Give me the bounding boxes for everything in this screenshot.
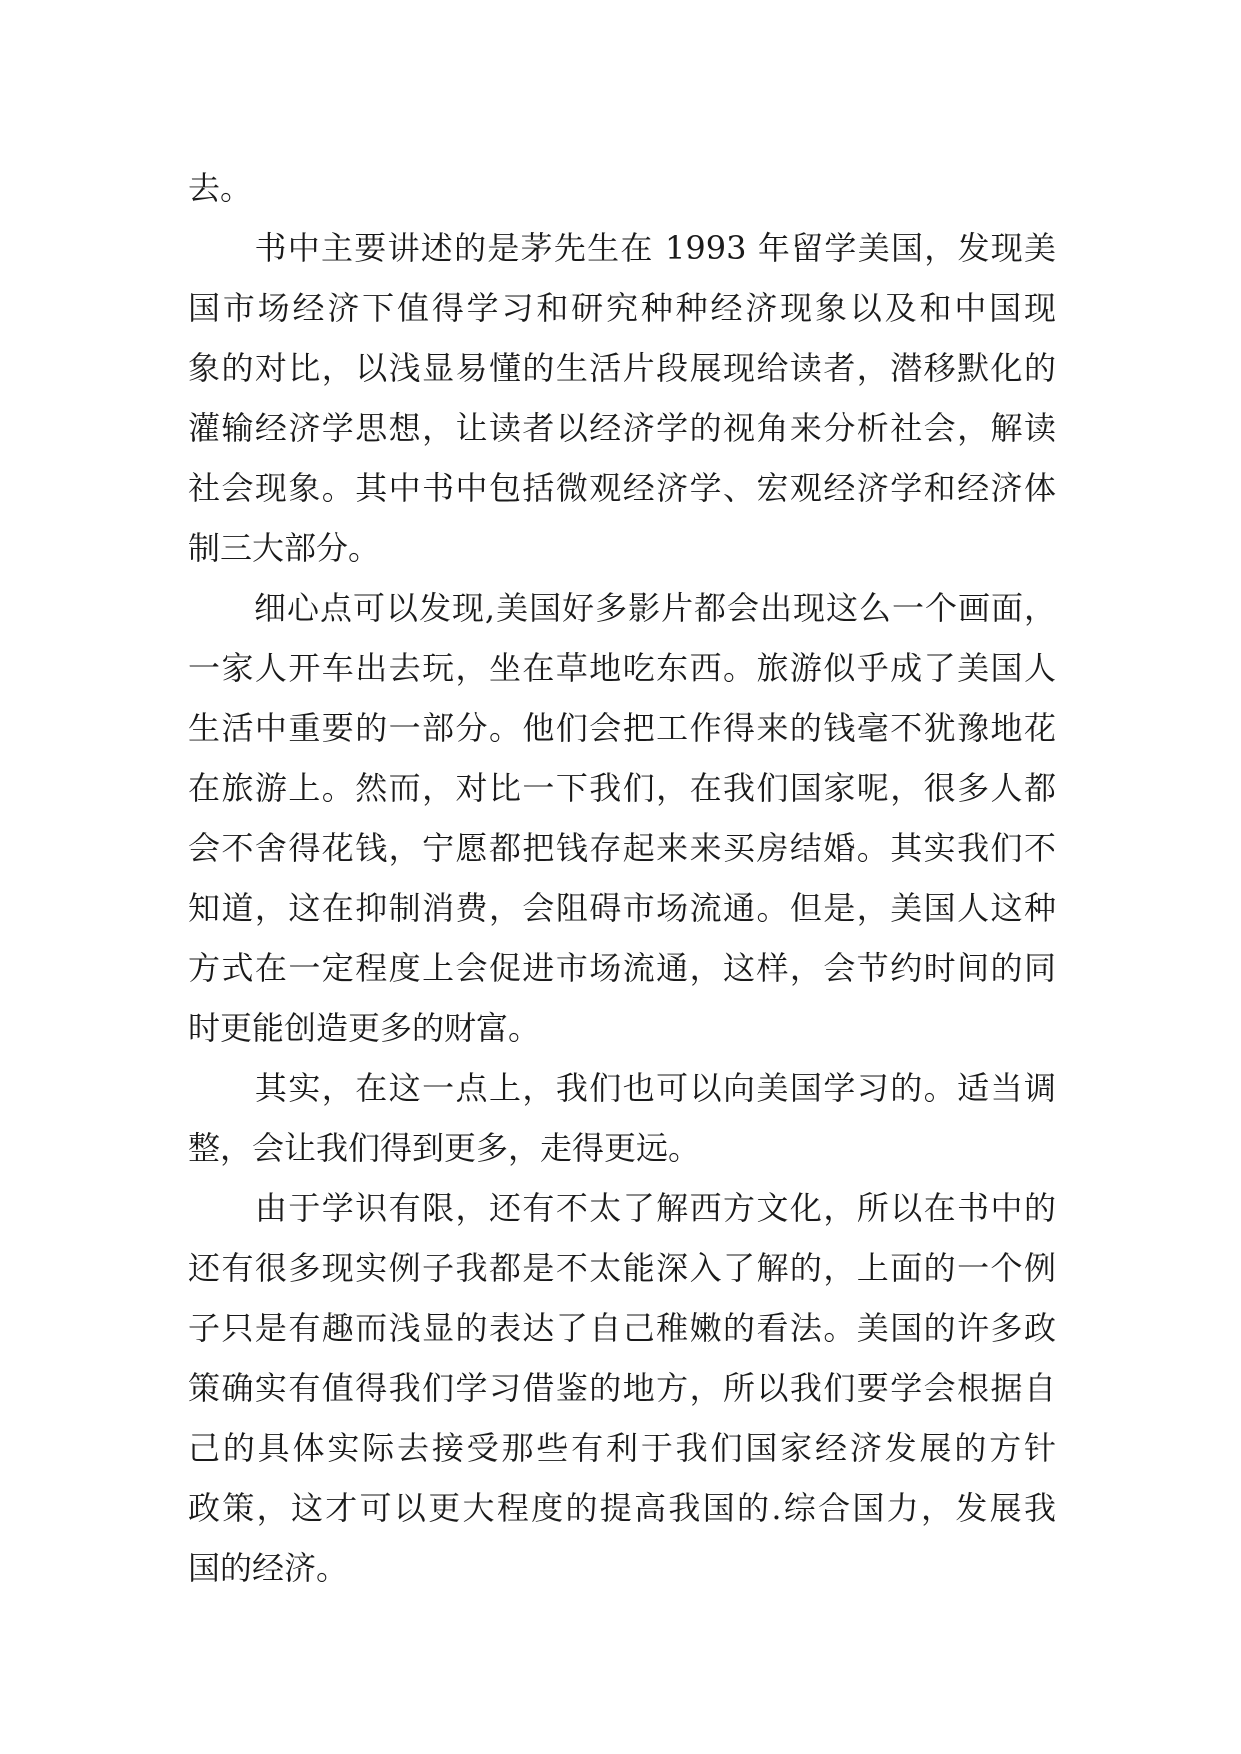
text-line: 制三大部分。: [188, 529, 381, 567]
text-line: 己的具体实际去接受那些有利于我们国家经济发展的方针: [188, 1429, 1056, 1467]
text-line: 书中主要讲述的是茅先生在 1993 年留学美国，发现美: [188, 229, 1056, 267]
text-line: 社会现象。其中书中包括微观经济学、宏观经济学和经济体: [188, 469, 1056, 507]
text-line: 去。: [188, 169, 253, 207]
text-line: 政策，这才可以更大程度的提高我国的.综合国力，发展我: [188, 1489, 1056, 1527]
text-line: 其实，在这一点上，我们也可以向美国学习的。适当调: [188, 1069, 1056, 1107]
text-line: 国的经济。: [188, 1549, 349, 1587]
text-line: 生活中重要的一部分。他们会把工作得来的钱毫不犹豫地花: [188, 709, 1056, 747]
text-line: 会不舍得花钱，宁愿都把钱存起来来买房结婚。其实我们不: [188, 829, 1056, 867]
text-line: 一家人开车出去玩，坐在草地吃东西。旅游似乎成了美国人: [188, 649, 1056, 687]
text-line: 还有很多现实例子我都是不太能深入了解的，上面的一个例: [188, 1249, 1056, 1287]
text-line: 国市场经济下值得学习和研究种种经济现象以及和中国现: [188, 289, 1056, 327]
text-line: 方式在一定程度上会促进市场流通，这样，会节约时间的同: [188, 949, 1056, 987]
text-line: 策确实有值得我们学习借鉴的地方，所以我们要学会根据自: [188, 1369, 1056, 1407]
text-line: 子只是有趣而浅显的表达了自己稚嫩的看法。美国的许多政: [188, 1309, 1056, 1347]
text-line: 象的对比，以浅显易懂的生活片段展现给读者，潜移默化的: [188, 349, 1056, 387]
body-text: [188, 158, 1056, 1598]
text-line: 灌输经济学思想，让读者以经济学的视角来分析社会，解读: [188, 409, 1056, 447]
text-line: 知道，这在抑制消费，会阻碍市场流通。但是，美国人这种: [188, 889, 1056, 927]
text-line: 时更能创造更多的财富。: [188, 1009, 541, 1047]
text-line: 细心点可以发现,美国好多影片都会出现这么一个画面，: [188, 589, 1056, 627]
text-line: 整，会让我们得到更多，走得更远。: [188, 1129, 701, 1167]
text-line: 由于学识有限，还有不太了解西方文化，所以在书中的: [188, 1189, 1056, 1227]
text-line: 在旅游上。然而，对比一下我们，在我们国家呢，很多人都: [188, 769, 1056, 807]
